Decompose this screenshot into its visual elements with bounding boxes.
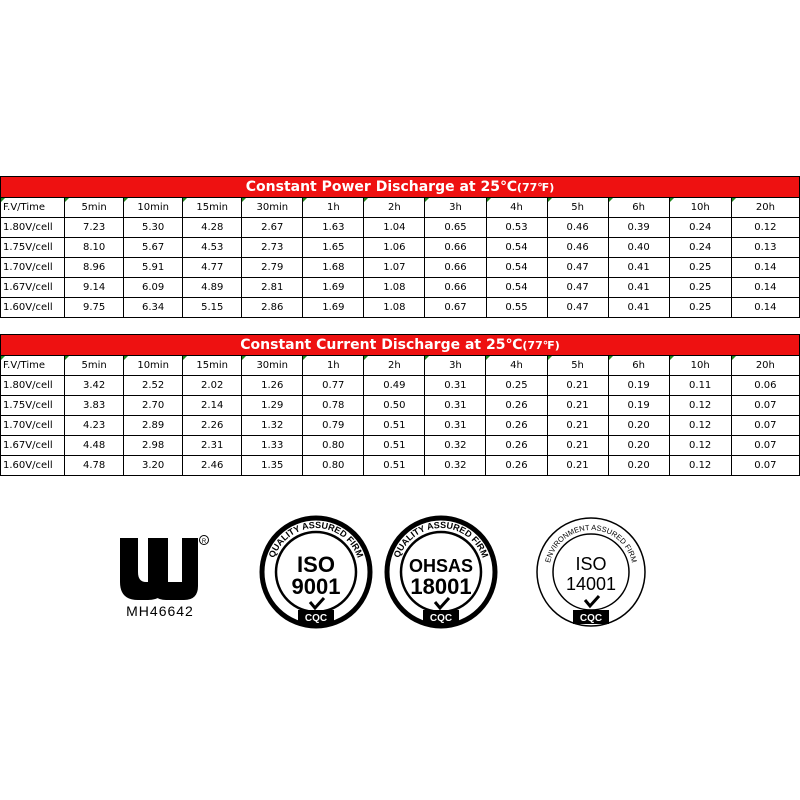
value-cell: 1.69 (303, 298, 364, 318)
table-row (1, 416, 800, 436)
column-header: 3h (425, 198, 486, 218)
value-cell: 0.40 (608, 238, 669, 258)
value-cell: 7.23 (65, 218, 124, 238)
value-cell: 0.51 (364, 456, 425, 476)
value-cell: 0.12 (669, 416, 731, 436)
value-cell: 0.51 (364, 416, 425, 436)
value-cell: 0.66 (425, 278, 486, 298)
value-cell: 4.23 (65, 416, 124, 436)
table-row (1, 456, 800, 476)
column-header: 5min (65, 356, 124, 376)
current-title-unit: (77℉) (522, 339, 560, 352)
value-cell: 4.48 (65, 436, 124, 456)
iso14001-ring-text: ENVIRONMENT ASSURED FIRM (543, 522, 639, 564)
value-cell: 0.25 (669, 258, 731, 278)
value-cell: 1.32 (242, 416, 303, 436)
ohsas-sub: 18001 (410, 574, 472, 599)
value-cell: 8.10 (65, 238, 124, 258)
iso14001-main: ISO (575, 554, 607, 574)
table-row (1, 376, 800, 396)
column-header: F.V/Time (1, 356, 65, 376)
column-header: 15min (183, 198, 242, 218)
column-header: 4h (486, 356, 547, 376)
row-label-cell: 1.75V/cell (1, 238, 65, 258)
value-cell: 2.46 (183, 456, 242, 476)
column-header: 10h (669, 198, 731, 218)
value-cell: 0.55 (486, 298, 547, 318)
value-cell: 0.46 (547, 238, 608, 258)
value-cell: 0.12 (669, 396, 731, 416)
value-cell: 0.21 (547, 456, 608, 476)
iso9001-main: ISO (297, 552, 335, 577)
value-cell: 0.66 (425, 258, 486, 278)
value-cell: 2.70 (124, 396, 183, 416)
value-cell: 1.07 (364, 258, 425, 278)
value-cell: 0.21 (547, 416, 608, 436)
ohsas-main: OHSAS (408, 556, 474, 576)
svg-text:R: R (201, 539, 207, 545)
row-label-cell: 1.67V/cell (1, 436, 65, 456)
value-cell: 0.41 (608, 258, 669, 278)
iso9001-sub: 9001 (291, 574, 341, 599)
value-cell: 0.39 (608, 218, 669, 238)
row-label-cell: 1.70V/cell (1, 416, 65, 436)
value-cell: 0.26 (486, 396, 547, 416)
value-cell: 4.78 (65, 456, 124, 476)
power-table-title (1, 177, 800, 198)
value-cell: 0.25 (486, 376, 547, 396)
value-cell: 2.79 (242, 258, 303, 278)
value-cell: 3.42 (65, 376, 124, 396)
value-cell: 0.67 (425, 298, 486, 318)
current-title-text: Constant Current Discharge at 25℃ (240, 337, 523, 353)
value-cell: 0.51 (364, 436, 425, 456)
value-cell: 6.34 (124, 298, 183, 318)
ul-recognized-icon (108, 520, 218, 620)
row-label-cell: 1.67V/cell (1, 278, 65, 298)
column-header: 20h (731, 356, 799, 376)
table-row (1, 396, 800, 416)
value-cell: 3.20 (124, 456, 183, 476)
value-cell: 0.20 (608, 456, 669, 476)
table-row (1, 436, 800, 456)
value-cell: 0.21 (547, 396, 608, 416)
ul-code: MH46642 (126, 603, 194, 619)
value-cell: 0.25 (669, 278, 731, 298)
column-header: 5h (547, 356, 608, 376)
ohsas18001-seal-icon (381, 510, 501, 630)
value-cell: 0.47 (547, 298, 608, 318)
iso14001-sub: 14001 (565, 574, 617, 594)
value-cell: 1.69 (303, 278, 364, 298)
value-cell: 0.14 (731, 278, 799, 298)
value-cell: 0.77 (303, 376, 364, 396)
column-header: 15min (183, 356, 242, 376)
value-cell: 0.11 (669, 376, 731, 396)
column-header: F.V/Time (1, 198, 65, 218)
value-cell: 0.31 (425, 416, 486, 436)
value-cell: 1.33 (242, 436, 303, 456)
value-cell: 8.96 (65, 258, 124, 278)
value-cell: 2.26 (183, 416, 242, 436)
power-title-unit: (77℉) (516, 181, 555, 194)
value-cell: 0.46 (547, 218, 608, 238)
column-header: 1h (303, 198, 364, 218)
value-cell: 1.65 (303, 238, 364, 258)
value-cell: 0.32 (425, 456, 486, 476)
column-header: 10h (669, 356, 731, 376)
value-cell: 4.89 (183, 278, 242, 298)
value-cell: 9.14 (65, 278, 124, 298)
value-cell: 5.67 (124, 238, 183, 258)
value-cell: 0.49 (364, 376, 425, 396)
value-cell: 0.54 (486, 258, 547, 278)
value-cell: 1.35 (242, 456, 303, 476)
value-cell: 0.21 (547, 436, 608, 456)
table-row (1, 218, 800, 238)
value-cell: 0.31 (425, 376, 486, 396)
value-cell: 2.86 (242, 298, 303, 318)
value-cell: 0.13 (731, 238, 799, 258)
power-header-row (1, 198, 800, 218)
ohsas-ring-text: QUALITY ASSURED FIRM (391, 519, 491, 560)
value-cell: 0.24 (669, 238, 731, 258)
value-cell: 0.25 (669, 298, 731, 318)
column-header: 30min (242, 198, 303, 218)
table-row (1, 278, 800, 298)
iso9001-org: CQC (304, 613, 328, 624)
value-cell: 2.67 (242, 218, 303, 238)
table-row (1, 298, 800, 318)
value-cell: 0.07 (731, 396, 799, 416)
value-cell: 0.12 (731, 218, 799, 238)
value-cell: 0.80 (303, 456, 364, 476)
value-cell: 0.12 (669, 456, 731, 476)
value-cell: 0.65 (425, 218, 486, 238)
column-header: 6h (608, 356, 669, 376)
column-header: 30min (242, 356, 303, 376)
value-cell: 2.31 (183, 436, 242, 456)
iso14001-seal-icon (531, 510, 651, 630)
value-cell: 1.08 (364, 278, 425, 298)
value-cell: 0.53 (486, 218, 547, 238)
value-cell: 0.41 (608, 298, 669, 318)
column-header: 2h (364, 356, 425, 376)
iso14001-org: CQC (579, 613, 603, 624)
value-cell: 0.54 (486, 278, 547, 298)
value-cell: 1.04 (364, 218, 425, 238)
value-cell: 2.14 (183, 396, 242, 416)
power-title-text: Constant Power Discharge at 25℃ (245, 179, 517, 195)
column-header: 5min (65, 198, 124, 218)
value-cell: 4.53 (183, 238, 242, 258)
current-header-row (1, 356, 800, 376)
value-cell: 2.89 (124, 416, 183, 436)
value-cell: 1.26 (242, 376, 303, 396)
value-cell: 0.19 (608, 396, 669, 416)
value-cell: 5.30 (124, 218, 183, 238)
iso9001-seal-icon (256, 510, 376, 630)
column-header: 4h (486, 198, 547, 218)
value-cell: 1.63 (303, 218, 364, 238)
value-cell: 1.68 (303, 258, 364, 278)
value-cell: 0.26 (486, 456, 547, 476)
value-cell: 3.83 (65, 396, 124, 416)
value-cell: 2.98 (124, 436, 183, 456)
value-cell: 2.02 (183, 376, 242, 396)
value-cell: 6.09 (124, 278, 183, 298)
value-cell: 0.07 (731, 456, 799, 476)
current-table-title (1, 335, 800, 356)
value-cell: 0.50 (364, 396, 425, 416)
value-cell: 9.75 (65, 298, 124, 318)
table-row (1, 238, 800, 258)
value-cell: 0.06 (731, 376, 799, 396)
value-cell: 0.14 (731, 298, 799, 318)
column-header: 1h (303, 356, 364, 376)
ohsas-org: CQC (429, 613, 453, 624)
value-cell: 1.08 (364, 298, 425, 318)
value-cell: 0.66 (425, 238, 486, 258)
value-cell: 0.31 (425, 396, 486, 416)
column-header: 5h (547, 198, 608, 218)
value-cell: 0.21 (547, 376, 608, 396)
value-cell: 0.26 (486, 416, 547, 436)
row-label-cell: 1.70V/cell (1, 258, 65, 278)
value-cell: 4.77 (183, 258, 242, 278)
column-header: 10min (124, 356, 183, 376)
value-cell: 5.91 (124, 258, 183, 278)
value-cell: 1.29 (242, 396, 303, 416)
value-cell: 2.73 (242, 238, 303, 258)
value-cell: 0.54 (486, 238, 547, 258)
column-header: 20h (731, 198, 799, 218)
power-discharge-table (0, 176, 800, 318)
row-label-cell: 1.60V/cell (1, 298, 65, 318)
value-cell: 4.28 (183, 218, 242, 238)
value-cell: 0.79 (303, 416, 364, 436)
row-label-cell: 1.80V/cell (1, 376, 65, 396)
value-cell: 5.15 (183, 298, 242, 318)
value-cell: 0.19 (608, 376, 669, 396)
value-cell: 0.47 (547, 258, 608, 278)
iso9001-ring-text: QUALITY ASSURED FIRM (266, 519, 366, 560)
value-cell: 0.41 (608, 278, 669, 298)
value-cell: 1.06 (364, 238, 425, 258)
row-label-cell: 1.80V/cell (1, 218, 65, 238)
value-cell: 0.14 (731, 258, 799, 278)
value-cell: 0.78 (303, 396, 364, 416)
value-cell: 0.20 (608, 416, 669, 436)
value-cell: 0.32 (425, 436, 486, 456)
column-header: 2h (364, 198, 425, 218)
value-cell: 0.07 (731, 416, 799, 436)
value-cell: 0.26 (486, 436, 547, 456)
column-header: 3h (425, 356, 486, 376)
table-row (1, 258, 800, 278)
value-cell: 0.07 (731, 436, 799, 456)
value-cell: 0.24 (669, 218, 731, 238)
value-cell: 0.80 (303, 436, 364, 456)
value-cell: 2.81 (242, 278, 303, 298)
row-label-cell: 1.60V/cell (1, 456, 65, 476)
value-cell: 0.20 (608, 436, 669, 456)
value-cell: 0.47 (547, 278, 608, 298)
column-header: 6h (608, 198, 669, 218)
current-discharge-table (0, 334, 800, 476)
value-cell: 0.12 (669, 436, 731, 456)
column-header: 10min (124, 198, 183, 218)
value-cell: 2.52 (124, 376, 183, 396)
row-label-cell: 1.75V/cell (1, 396, 65, 416)
